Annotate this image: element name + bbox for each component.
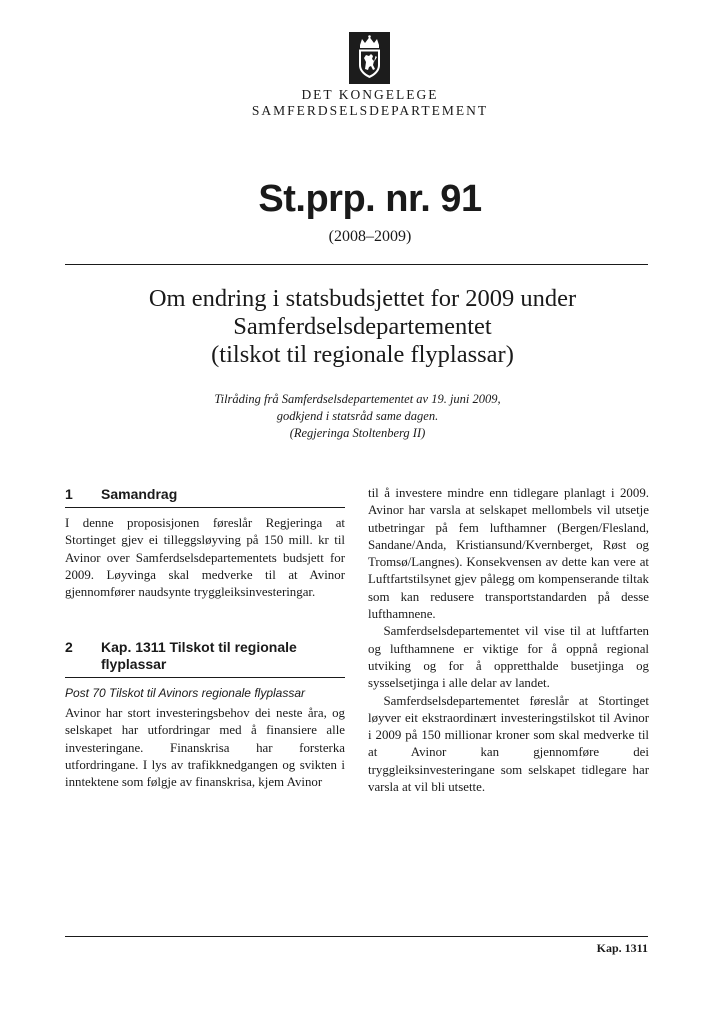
recommendation-line: Tilråding frå Samferdselsdepartementet av 19. juni 2009, bbox=[214, 392, 501, 406]
document-title: St.prp. nr. 91 bbox=[258, 178, 482, 220]
right-paragraph-2: Samferdselsdepartementet vil vise til at luftfarten og lufthamnene er viktige for å oppnå regional utviking og for å oppretthalde busetjinga og sysselsetjinga i alle delar av landet. bbox=[368, 624, 649, 691]
section-1-rule bbox=[65, 507, 345, 508]
post-70-heading: Post 70 Tilskot til Avinors regionale flyplassar bbox=[65, 686, 305, 700]
section-2-rule bbox=[65, 677, 345, 678]
recommendation-line: (Regjeringa Stoltenberg II) bbox=[289, 426, 426, 440]
section-1-number: 1 bbox=[65, 486, 73, 502]
section-2-heading-line: Kap. 1311 Tilskot til regionale bbox=[101, 639, 297, 655]
subject-line: (tilskot til regionale flyplassar) bbox=[211, 341, 514, 368]
recommendation-line: godkjend i statsråd same dagen. bbox=[276, 409, 439, 423]
section-2-body bbox=[65, 705, 345, 791]
section-2-number: 2 bbox=[65, 639, 73, 655]
footer-chapter-label: Kap. 1311 bbox=[596, 941, 648, 955]
section-1-heading: Samandrag bbox=[101, 486, 178, 502]
section-1-paragraph: I denne proposisjonen føreslår Regjeringa at Stortinget gjev ei tilleggsløyving på 150 mill. kr til Avinor over Samferdselsdepartementets budsjett for 2009. Løyvinga skal medverke til at Avinor gjennomfører naudsynte tryggleiksinvesteringar. bbox=[65, 516, 345, 600]
ministry-name-line1: DET KONGELEGE bbox=[301, 87, 439, 102]
document-years: (2008–2009) bbox=[328, 228, 412, 245]
royal-coat-of-arms-icon bbox=[349, 32, 390, 84]
document-subject bbox=[70, 285, 655, 369]
section-1-body bbox=[65, 515, 345, 601]
section-2-heading bbox=[101, 639, 346, 673]
footer-rule bbox=[65, 936, 648, 937]
right-column-body bbox=[368, 485, 649, 796]
right-paragraph-3: Samferdselsdepartementet føreslår at Stortinget løyver eit ekstraordinært investeringstilskot til Avinor i 2009 på 150 millionar kroner som skal medverke til at Avinor kan gjennomføre dei tryggleiksinvesteringane som selskapet tidlegare har varsla at vil bli utsette. bbox=[368, 693, 649, 795]
section-2-heading-line: flyplassar bbox=[101, 656, 167, 672]
subject-line: Om endring i statsbudsjettet for 2009 under bbox=[148, 285, 577, 312]
section-2-paragraph: Avinor har stort investeringsbehov dei neste åra, og selskapet har utfordringar med å finansiere alle investeringane. Finanskrisa har forsterka utfordringane. I lys av trafikknedgangen og svikten i inntektene som følgje av finanskrisa, kjem Avinor bbox=[65, 706, 345, 790]
ministry-name-line2: SAMFERDSELSDEPARTEMENT bbox=[251, 103, 489, 118]
recommendation-note bbox=[100, 391, 615, 442]
right-paragraph-1: til å investere mindre enn tidlegare planlagt i 2009. Avinor har varsla at selskapet mellombels vil utsetje utbetringar på fem lufthamner (Bergen/Flesland, Sandane/Anda, Kristiansund/Kvernberget, Røst og Tromsø/Langnes). Konsekvensen av dette kan vere at Luftfartstilsynet gjev pålegg om kompenserande tiltak som kan redusere transportstandarden på desse lufthamnene. bbox=[368, 486, 649, 622]
title-divider bbox=[65, 264, 648, 265]
subject-line: Samferdselsdepartementet bbox=[233, 313, 492, 340]
